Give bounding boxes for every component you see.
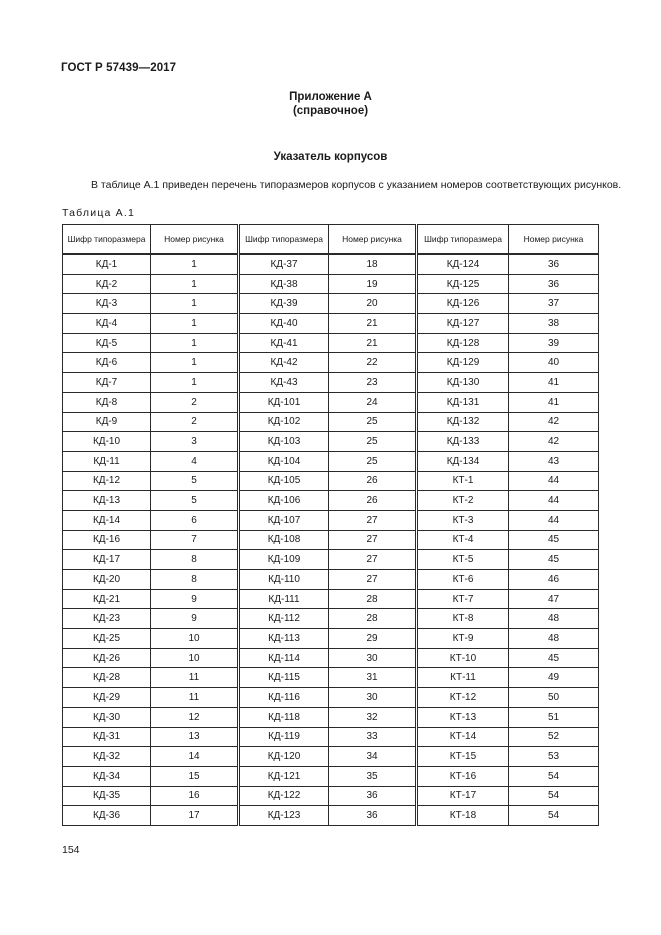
size-code-cell: КД-2	[63, 274, 151, 294]
page-number: 154	[62, 844, 80, 856]
table-header-row	[63, 225, 599, 255]
figure-number-cell: 1	[151, 333, 239, 353]
figure-number-cell: 48	[509, 609, 599, 629]
size-code-cell: КТ-10	[417, 648, 509, 668]
size-code-cell: КД-133	[417, 432, 509, 452]
size-code-cell: КТ-8	[417, 609, 509, 629]
figure-number-cell: 13	[151, 727, 239, 747]
table-row	[63, 451, 599, 471]
size-code-cell: КД-9	[63, 412, 151, 432]
size-code-cell: КД-1	[63, 254, 151, 274]
figure-number-cell: 14	[151, 747, 239, 767]
size-code-cell: КД-125	[417, 274, 509, 294]
size-code-cell: КД-6	[63, 353, 151, 373]
size-code-cell: КД-107	[239, 510, 329, 530]
figure-number-cell: 15	[151, 766, 239, 786]
size-code-cell: КД-113	[239, 629, 329, 649]
size-code-cell: КД-5	[63, 333, 151, 353]
intro-paragraph: В таблице А.1 приведен перечень типоразмеров корпусов с указанием номеров соответствующих рисунков.	[91, 179, 622, 191]
table-row	[63, 629, 599, 649]
size-code-cell: КТ-1	[417, 471, 509, 491]
size-code-cell: КД-131	[417, 392, 509, 412]
figure-number-cell: 22	[329, 353, 417, 373]
size-code-cell: КД-123	[239, 806, 329, 826]
figure-number-cell: 39	[509, 333, 599, 353]
figure-number-cell: 31	[329, 668, 417, 688]
size-code-cell: КД-101	[239, 392, 329, 412]
size-code-cell: КД-103	[239, 432, 329, 452]
size-code-cell: КД-31	[63, 727, 151, 747]
size-code-cell: КД-29	[63, 688, 151, 708]
figure-number-cell: 24	[329, 392, 417, 412]
size-code-cell: КД-11	[63, 451, 151, 471]
figure-number-cell: 9	[151, 589, 239, 609]
size-code-cell: КД-17	[63, 550, 151, 570]
figure-number-cell: 54	[509, 766, 599, 786]
figure-number-cell: 54	[509, 806, 599, 826]
figure-number-cell: 4	[151, 451, 239, 471]
size-code-cell: КД-40	[239, 314, 329, 334]
header-size-code-1: Шифр типоразмера	[63, 225, 151, 255]
table-row	[63, 786, 599, 806]
figure-number-cell: 21	[329, 333, 417, 353]
size-code-cell: КД-36	[63, 806, 151, 826]
figure-number-cell: 44	[509, 471, 599, 491]
size-code-cell: КД-132	[417, 412, 509, 432]
figure-number-cell: 29	[329, 629, 417, 649]
table-row	[63, 314, 599, 334]
size-code-cell: КД-102	[239, 412, 329, 432]
table-body	[63, 254, 599, 825]
figure-number-cell: 2	[151, 412, 239, 432]
figure-number-cell: 26	[329, 491, 417, 511]
size-code-cell: КД-12	[63, 471, 151, 491]
size-code-cell: КД-112	[239, 609, 329, 629]
figure-number-cell: 27	[329, 550, 417, 570]
figure-number-cell: 34	[329, 747, 417, 767]
size-code-cell: КД-35	[63, 786, 151, 806]
size-code-cell: КД-26	[63, 648, 151, 668]
figure-number-cell: 18	[329, 254, 417, 274]
table-row	[63, 412, 599, 432]
figure-number-cell: 48	[509, 629, 599, 649]
size-code-cell: КД-109	[239, 550, 329, 570]
header-figure-number-1: Номер рисунка	[151, 225, 239, 255]
appendix-title: Приложение А	[289, 91, 372, 103]
size-code-cell: КД-114	[239, 648, 329, 668]
table-row	[63, 333, 599, 353]
figure-number-cell: 52	[509, 727, 599, 747]
size-code-cell: КД-134	[417, 451, 509, 471]
figure-number-cell: 51	[509, 707, 599, 727]
appendix-subtitle: (справочное)	[292, 105, 369, 117]
figure-number-cell: 7	[151, 530, 239, 550]
figure-number-cell: 9	[151, 609, 239, 629]
figure-number-cell: 30	[329, 648, 417, 668]
figure-number-cell: 46	[509, 570, 599, 590]
figure-number-cell: 45	[509, 530, 599, 550]
table-row	[63, 373, 599, 393]
table-row	[63, 668, 599, 688]
size-code-cell: КТ-11	[417, 668, 509, 688]
table-row	[63, 550, 599, 570]
table-caption: Таблица А.1	[62, 207, 136, 219]
figure-number-cell: 41	[509, 392, 599, 412]
figure-number-cell: 11	[151, 688, 239, 708]
figure-number-cell: 40	[509, 353, 599, 373]
table-row	[63, 747, 599, 767]
figure-number-cell: 45	[509, 550, 599, 570]
table-row	[63, 609, 599, 629]
figure-number-cell: 28	[329, 589, 417, 609]
table-row	[63, 274, 599, 294]
figure-number-cell: 36	[329, 806, 417, 826]
figure-number-cell: 26	[329, 471, 417, 491]
figure-number-cell: 1	[151, 353, 239, 373]
size-code-cell: КД-41	[239, 333, 329, 353]
figure-number-cell: 50	[509, 688, 599, 708]
table-row	[63, 471, 599, 491]
size-code-cell: КД-110	[239, 570, 329, 590]
header-figure-number-3: Номер рисунка	[509, 225, 599, 255]
figure-number-cell: 3	[151, 432, 239, 452]
size-code-cell: КД-128	[417, 333, 509, 353]
table-row	[63, 254, 599, 274]
table-row	[63, 491, 599, 511]
figure-number-cell: 20	[329, 294, 417, 314]
figure-number-cell: 30	[329, 688, 417, 708]
figure-number-cell: 28	[329, 609, 417, 629]
figure-number-cell: 36	[329, 786, 417, 806]
size-code-cell: КД-116	[239, 688, 329, 708]
figure-number-cell: 8	[151, 570, 239, 590]
size-code-cell: КТ-17	[417, 786, 509, 806]
table-row	[63, 353, 599, 373]
size-code-cell: КД-38	[239, 274, 329, 294]
size-code-cell: КД-16	[63, 530, 151, 550]
figure-number-cell: 35	[329, 766, 417, 786]
size-code-cell: КД-118	[239, 707, 329, 727]
size-code-cell: КД-130	[417, 373, 509, 393]
figure-number-cell: 2	[151, 392, 239, 412]
figure-number-cell: 16	[151, 786, 239, 806]
size-code-cell: КТ-16	[417, 766, 509, 786]
figure-number-cell: 41	[509, 373, 599, 393]
figure-number-cell: 27	[329, 570, 417, 590]
size-code-cell: КД-104	[239, 451, 329, 471]
figure-number-cell: 47	[509, 589, 599, 609]
figure-number-cell: 5	[151, 471, 239, 491]
table-row	[63, 766, 599, 786]
figure-number-cell: 21	[329, 314, 417, 334]
figure-number-cell: 12	[151, 707, 239, 727]
size-code-cell: КД-108	[239, 530, 329, 550]
size-code-cell: КТ-14	[417, 727, 509, 747]
figure-number-cell: 10	[151, 629, 239, 649]
figure-number-cell: 1	[151, 294, 239, 314]
size-code-cell: КД-121	[239, 766, 329, 786]
figure-number-cell: 44	[509, 491, 599, 511]
size-code-cell: КД-3	[63, 294, 151, 314]
header-figure-number-2: Номер рисунка	[329, 225, 417, 255]
figure-number-cell: 23	[329, 373, 417, 393]
figure-number-cell: 6	[151, 510, 239, 530]
size-code-cell: КД-119	[239, 727, 329, 747]
size-code-cell: КД-122	[239, 786, 329, 806]
size-code-cell: КД-126	[417, 294, 509, 314]
size-code-cell: КД-115	[239, 668, 329, 688]
table-row	[63, 392, 599, 412]
table-row	[63, 432, 599, 452]
figure-number-cell: 19	[329, 274, 417, 294]
size-code-cell: КТ-12	[417, 688, 509, 708]
size-code-cell: КД-4	[63, 314, 151, 334]
figure-number-cell: 44	[509, 510, 599, 530]
table-row	[63, 589, 599, 609]
table-row	[63, 648, 599, 668]
figure-number-cell: 1	[151, 373, 239, 393]
figure-number-cell: 25	[329, 432, 417, 452]
size-code-cell: КД-14	[63, 510, 151, 530]
section-title: Указатель корпусов	[273, 151, 388, 163]
figure-number-cell: 43	[509, 451, 599, 471]
figure-number-cell: 37	[509, 294, 599, 314]
size-code-cell: КД-43	[239, 373, 329, 393]
size-code-cell: КТ-13	[417, 707, 509, 727]
size-code-cell: КД-37	[239, 254, 329, 274]
figure-number-cell: 53	[509, 747, 599, 767]
table-row	[63, 707, 599, 727]
figure-number-cell: 27	[329, 530, 417, 550]
size-code-cell: КД-30	[63, 707, 151, 727]
figure-number-cell: 42	[509, 412, 599, 432]
size-code-cell: КТ-3	[417, 510, 509, 530]
header-size-code-2: Шифр типоразмера	[239, 225, 329, 255]
size-code-cell: КД-10	[63, 432, 151, 452]
size-code-cell: КД-105	[239, 471, 329, 491]
size-code-cell: КД-23	[63, 609, 151, 629]
table-row	[63, 570, 599, 590]
size-code-cell: КД-34	[63, 766, 151, 786]
figure-number-cell: 1	[151, 254, 239, 274]
figure-number-cell: 45	[509, 648, 599, 668]
figure-number-cell: 5	[151, 491, 239, 511]
table-row	[63, 510, 599, 530]
size-code-cell: КТ-6	[417, 570, 509, 590]
size-code-cell: КД-124	[417, 254, 509, 274]
housing-index-table	[62, 224, 599, 826]
size-code-cell: КД-7	[63, 373, 151, 393]
table-row	[63, 727, 599, 747]
figure-number-cell: 25	[329, 451, 417, 471]
size-code-cell: КД-106	[239, 491, 329, 511]
figure-number-cell: 54	[509, 786, 599, 806]
figure-number-cell: 33	[329, 727, 417, 747]
size-code-cell: КД-8	[63, 392, 151, 412]
size-code-cell: КД-25	[63, 629, 151, 649]
table-row	[63, 688, 599, 708]
figure-number-cell: 36	[509, 254, 599, 274]
size-code-cell: КД-39	[239, 294, 329, 314]
size-code-cell: КД-127	[417, 314, 509, 334]
size-code-cell: КТ-7	[417, 589, 509, 609]
figure-number-cell: 27	[329, 510, 417, 530]
size-code-cell: КД-20	[63, 570, 151, 590]
table-row	[63, 530, 599, 550]
size-code-cell: КД-42	[239, 353, 329, 373]
header-size-code-3: Шифр типоразмера	[417, 225, 509, 255]
figure-number-cell: 49	[509, 668, 599, 688]
figure-number-cell: 32	[329, 707, 417, 727]
size-code-cell: КТ-15	[417, 747, 509, 767]
size-code-cell: КД-120	[239, 747, 329, 767]
size-code-cell: КТ-18	[417, 806, 509, 826]
table-row	[63, 294, 599, 314]
size-code-cell: КТ-2	[417, 491, 509, 511]
figure-number-cell: 38	[509, 314, 599, 334]
size-code-cell: КТ-4	[417, 530, 509, 550]
figure-number-cell: 42	[509, 432, 599, 452]
figure-number-cell: 17	[151, 806, 239, 826]
size-code-cell: КД-32	[63, 747, 151, 767]
size-code-cell: КТ-9	[417, 629, 509, 649]
figure-number-cell: 11	[151, 668, 239, 688]
size-code-cell: КД-129	[417, 353, 509, 373]
size-code-cell: КД-111	[239, 589, 329, 609]
size-code-cell: КД-28	[63, 668, 151, 688]
size-code-cell: КД-21	[63, 589, 151, 609]
figure-number-cell: 8	[151, 550, 239, 570]
figure-number-cell: 25	[329, 412, 417, 432]
figure-number-cell: 1	[151, 274, 239, 294]
table-row	[63, 806, 599, 826]
document-code: ГОСТ Р 57439—2017	[61, 62, 177, 74]
figure-number-cell: 10	[151, 648, 239, 668]
size-code-cell: КТ-5	[417, 550, 509, 570]
figure-number-cell: 36	[509, 274, 599, 294]
size-code-cell: КД-13	[63, 491, 151, 511]
figure-number-cell: 1	[151, 314, 239, 334]
